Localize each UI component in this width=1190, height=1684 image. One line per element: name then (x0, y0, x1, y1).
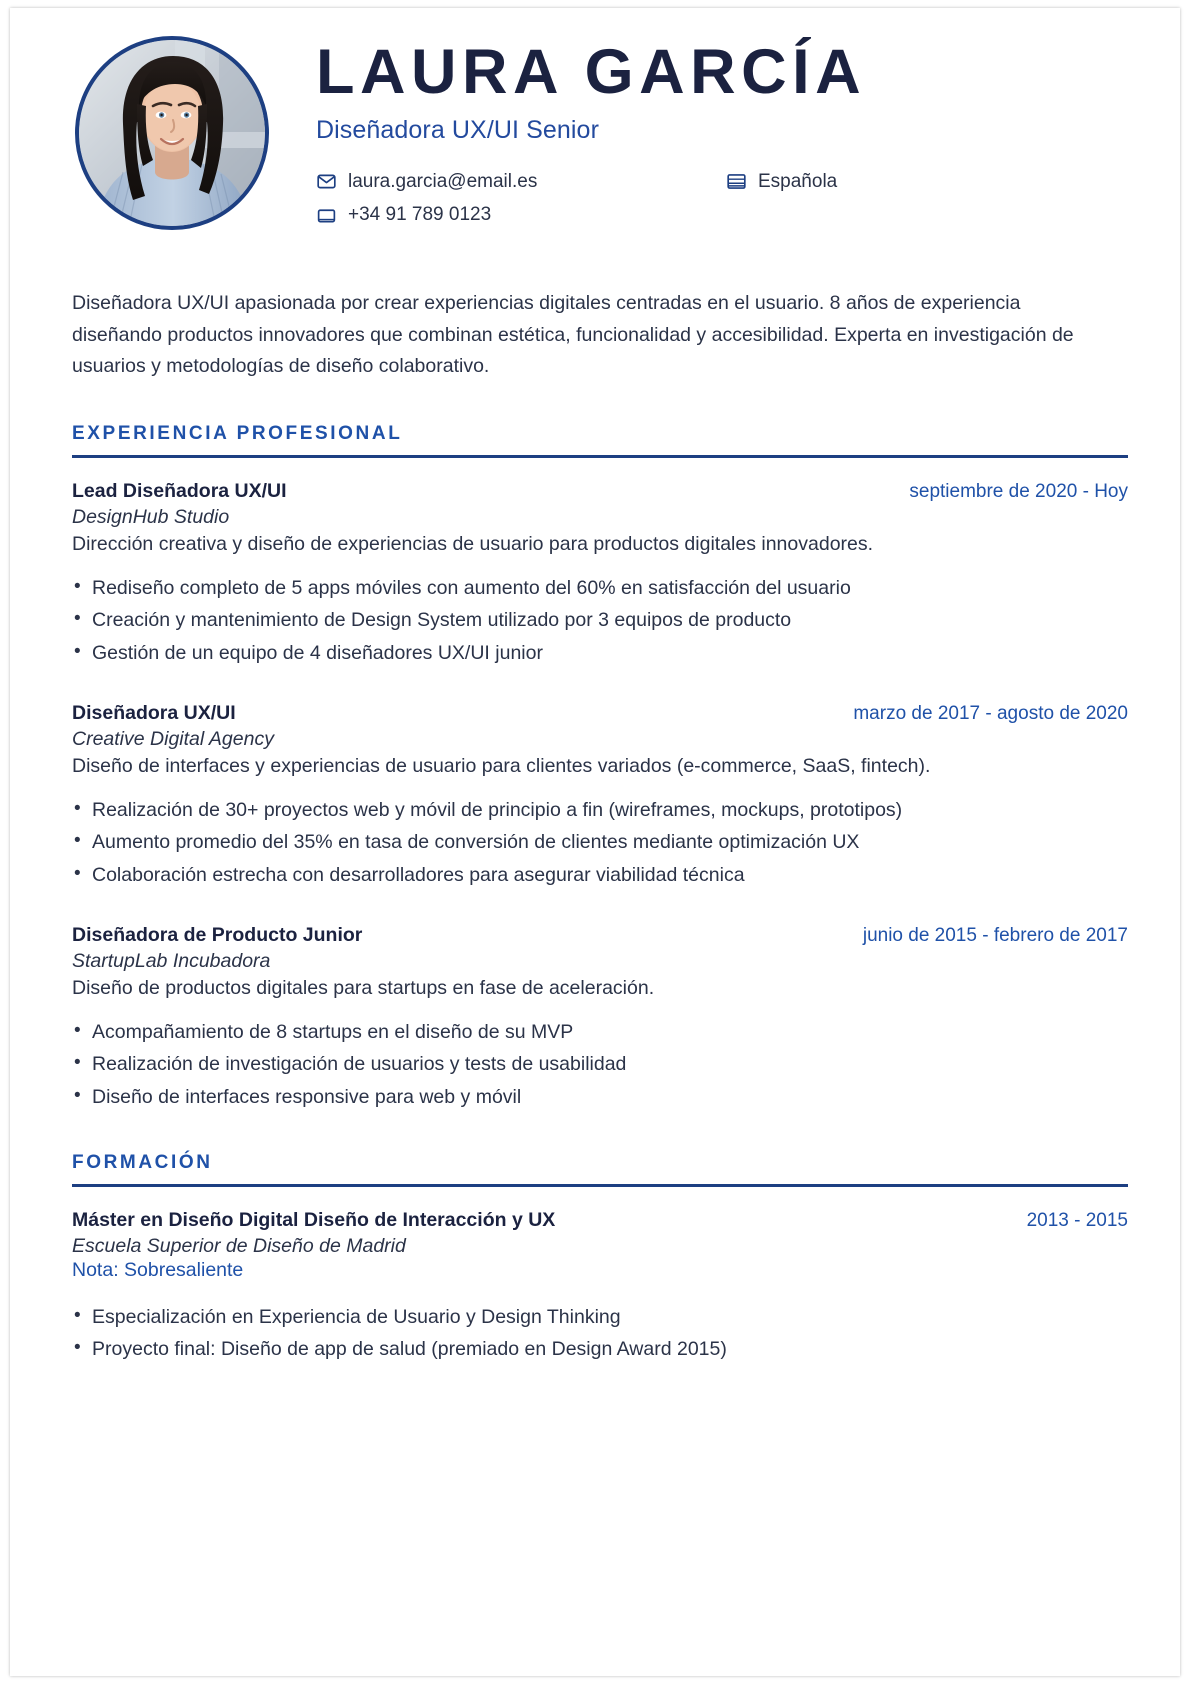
entry-bullet-list (72, 575, 1128, 668)
id-card-icon (726, 171, 747, 192)
entry-role: Diseñadora UX/UI (72, 701, 236, 724)
entry-grade: Nota: Sobresaliente (72, 1258, 244, 1281)
entry-header (72, 702, 1128, 725)
list-item: • Especialización en Experiencia de Usuario y Design Thinking (72, 1304, 1128, 1332)
resume-sheet (10, 8, 1180, 1676)
entry-bullet-list (72, 1019, 1128, 1112)
contact-email[interactable] (316, 171, 726, 194)
resume-content (72, 30, 1128, 1364)
experience-entry (72, 702, 1128, 890)
page-title: LAURA GARCÍA (316, 37, 867, 107)
experience-entry (72, 924, 1128, 1112)
envelope-icon (316, 171, 337, 192)
entry-dates: junio de 2015 - febrero de 2017 (862, 924, 1128, 946)
phone-icon (316, 205, 337, 226)
entry-dates: marzo de 2017 - agosto de 2020 (853, 702, 1128, 724)
avatar (75, 36, 269, 230)
list-item: • Acompañamiento de 8 startups en el diseño de su MVP (72, 1019, 1128, 1047)
contact-nationality-label: Española (758, 170, 838, 192)
resume-header (72, 30, 1128, 230)
entry-header (72, 480, 1128, 503)
entry-description: Diseño de productos digitales para startups en fase de aceleración. (72, 976, 655, 999)
section-formacion (72, 1152, 1128, 1364)
list-item: • Rediseño completo de 5 apps móviles con aumento del 60% en satisfacción del usuario (72, 575, 1128, 603)
experience-entry (72, 480, 1128, 668)
contact-email-label: laura.garcia@email.es (348, 170, 538, 192)
avatar-container (72, 30, 272, 230)
entry-dates: 2013 - 2015 (1026, 1209, 1128, 1231)
entry-bullet-list (72, 1304, 1128, 1364)
section-title-experiencia: EXPERIENCIA PROFESIONAL (72, 422, 403, 444)
entry-header (72, 924, 1128, 947)
list-item: • Aumento promedio del 35% en tasa de conversión de clientes mediante optimización UX (72, 829, 1128, 857)
section-divider (72, 1184, 1128, 1187)
entry-organization: DesignHub Studio (72, 505, 230, 528)
contact-phone-label: +34 91 789 0123 (348, 204, 492, 226)
header-main (272, 30, 1128, 227)
education-entry (72, 1209, 1128, 1364)
list-item: • Proyecto final: Diseño de app de salud (premiado en Design Award 2015) (72, 1336, 1128, 1364)
contact-nationality (726, 171, 1128, 194)
list-item: • Realización de 30+ proyectos web y móvil de principio a fin (wireframes, mockups, prototipos) (72, 797, 1128, 825)
entry-degree: Máster en Diseño Digital Diseño de Interacción y UX (72, 1208, 556, 1231)
job-title: Diseñadora UX/UI Senior (316, 115, 599, 144)
entry-role: Lead Diseñadora UX/UI (72, 479, 287, 502)
list-item: • Realización de investigación de usuarios y tests de usabilidad (72, 1051, 1128, 1079)
entry-dates: septiembre de 2020 - Hoy (909, 480, 1128, 502)
entry-institution: Escuela Superior de Diseño de Madrid (72, 1234, 406, 1257)
entry-description: Diseño de interfaces y experiencias de usuario para clientes variados (e-commerce, SaaS, fintech). (72, 754, 931, 777)
list-item: • Diseño de interfaces responsive para web y móvil (72, 1084, 1128, 1112)
entry-description: Dirección creativa y diseño de experiencias de usuario para productos digitales innovadores. (72, 532, 874, 555)
section-title-formacion: FORMACIÓN (72, 1151, 213, 1173)
entry-role: Diseñadora de Producto Junior (72, 923, 363, 946)
entry-organization: StartupLab Incubadora (72, 949, 271, 972)
contact-list (316, 171, 1128, 228)
entry-bullet-list (72, 797, 1128, 890)
section-divider (72, 455, 1128, 458)
list-item: • Gestión de un equipo de 4 diseñadores UX/UI junior (72, 640, 1128, 668)
list-item: • Colaboración estrecha con desarrolladores para asegurar viabilidad técnica (72, 862, 1128, 890)
entry-header (72, 1209, 1128, 1232)
list-item: • Creación y mantenimiento de Design System utilizado por 3 equipos de producto (72, 607, 1128, 635)
entry-organization: Creative Digital Agency (72, 727, 274, 750)
contact-phone[interactable] (316, 204, 726, 227)
profile-summary: Diseñadora UX/UI apasionada por crear experiencias digitales centradas en el usuario. 8 años de experiencia diseñando productos innovadores que combinan estética, funcionalidad y accesibilidad. Experta en investigación de usuarios y metodologías de diseño colaborativo. (72, 292, 1074, 378)
section-experiencia (72, 423, 1128, 1112)
